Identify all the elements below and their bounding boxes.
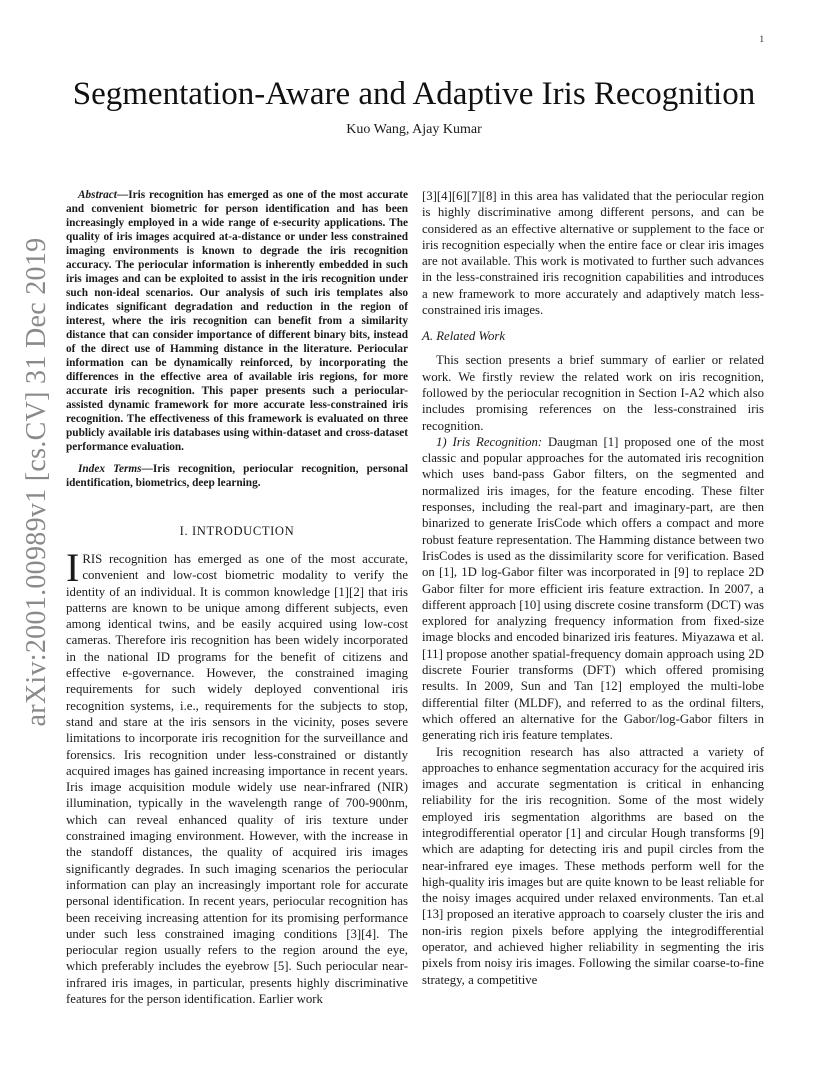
iris-recognition-paragraph-text: Daugman [1] proposed one of the most classic and popular approaches for the automated iris recognition which uses band-pass Gabor filters, on the segmented and normalized iris images, for the feature encoding. These filter responses, including the real-part and imaginary-part, are then binarized to generate IrisCode which offers a compact and more robust feature representation. The Hamming distance between two IrisCodes is used as the dissimilarity score for verification. Based on [1], 1D log-Gabor filter was incorporated in [9] to replace 2D Gabor filter for more efficient iris feature extraction. In 2007, a different approach [10] using discrete cosine transform (DCT) was explored for analyzing frequency information from fixed-size image blocks and encoded binarized iris features. Miyazawa et al. [11] propose another spatial-frequency domain approach using 2D discrete Fourier transforms (DFT) which offered promising results. In 2009, Sun and Tan [12] employed the multi-lobe differential filter (MLDF), and referred to as the ordinal filters, which offered an alternative for the Gabor/log-Gabor filters in generating rich iris feature templates. [422,434,764,743]
abstract-text: Iris recognition has emerged as one of the most accurate and convenient biometric for person identification and has been increasingly employed in a wide range of e-security applications. The quality of iris images acquired at-a-distance or under less constrained imaging environments is known to degrade the iris recognition accuracy. The periocular information is inherently embedded in such iris images and can be exploited to assist in the iris recognition under such non-ideal scenarios. Our analysis of such iris templates also indicates significant degradation and reduction in the region of interest, where the iris recognition can benefit from a similarity distance that can consider importance of different binary bits, instead of the direct use of Hamming distance in the literature. Periocular information can be dynamically reinforced, by incorporating the differences in the effective area of available iris regions, for more accurate iris recognition. This paper presents such a periocular-assisted dynamic framework for more accurate less-constrained iris recognition. The effectiveness of this framework is evaluated on three publicly available iris databases using within-dataset and cross-dataset performance evaluation. [66,189,408,453]
drop-cap: I [66,545,80,590]
subsection-heading-related-work: A. Related Work [422,329,506,344]
right-column [422,188,764,988]
left-column [66,188,408,1007]
subsubsection-label-iris-recognition: 1) Iris Recognition: [436,434,543,449]
arxiv-identifier: arXiv:2001.00989v1 [cs.CV] 31 Dec 2019 [21,237,52,727]
intro-paragraph-continued: [3][4][6][7][8] in this area has validated that the periocular region is highly discriminative among different persons, and can be considered as an effective alternative or supplement to the face or iris recognition especially when the entire face or clear iris images are not available. This work is motivated to further such advances in the less-constrained iris recognition capabilities and introduces a new framework to more accurately and adaptively match less-constrained iris images. [422,189,764,318]
related-work-paragraph-1: This section presents a brief summary of earlier or related work. We firstly review the related work on iris recognition, followed by the periocular recognition in Section I-A2 which also includes promising references on the less-constrained iris recognition. [422,353,764,433]
iris-recognition-paragraph [422,434,764,744]
abstract [66,188,408,454]
paper-authors: Kuo Wang, Ajay Kumar [346,122,482,137]
intro-paragraph-text: RIS recognition has emerged as one of the most accurate, convenient and low-cost biometric modality to verify the identity of an individual. It is common knowledge [1][2] that iris patterns are known to be unique among different subjects, even among identical twins, and be easily acquired using low-cost cameras. Therefore iris recognition has been widely incorporated in the national ID programs for the benefit of citizens and effective e-governance. However, the constrained imaging requirements for such widely deployed conventional iris recognition systems, i.e., requirements for the subjects to stop, stand and stare at the iris sensors in the vicinity, poses severe limitations to incorporate iris recognition for the surveillance and forensics. Iris recognition under less-constrained or distantly acquired images has gained increasing importance in recent years. Iris image acquisition module widely use near-infrared (NIR) illumination, typically in the wavelength range of 700-900nm, which can reveal enhanced quality of iris texture under constrained imaging environment. However, with the increase in the standoff distances, the quality of acquired iris images significantly degrades. In such imaging scenarios the periocular information can play an increasingly important role for accurate personal identification. In recent years, periocular recognition has been receiving increasing attention for its promising performance under such less constrained imaging conditions [3][4]. The periocular region usually refers to the region around the eye, which preferably includes the eyebrow [5]. Such periocular near-infrared iris images, in particular, presents highly discriminative features for the person identification. Earlier work [66,552,408,1007]
paper-title: Segmentation-Aware and Adaptive Iris Recognition [72,76,756,112]
abstract-label: Abstract— [78,189,129,201]
intro-paragraph [66,545,408,1007]
arxiv-side-stamp [21,237,52,727]
segmentation-paragraph: Iris recognition research has also attracted a variety of approaches to enhance segmentation accuracy for the acquired iris images and accurate segmentation is critical in enhancing reliability for the iris recognition. Some of the most widely employed iris segmentation algorithms are based on the integrodifferential operator [1] and circular Hough transforms [9] which are adapting for detecting iris and pupil circles from the near-infrared eye images. These methods perform well for the high-quality iris images but are quite known to be least reliable for the noisy images acquired under relaxed environments. Tan et.al [13] proposed an iterative approach to coarsely cluster the iris and non-iris region pixels before applying the integrodifferential operator, and achieved higher reliability in segmenting the iris pixels from noisy iris images. Following the similar coarse-to-fine strategy, a competitive [422,744,764,987]
index-terms [66,462,408,490]
section-heading-introduction: I. INTRODUCTION [179,524,295,538]
page-number: 1 [759,34,764,44]
index-terms-label: Index Terms [78,463,142,475]
index-terms-text: —Iris recognition, periocular recognition, personal identification, biometrics, deep learning. [66,463,408,489]
